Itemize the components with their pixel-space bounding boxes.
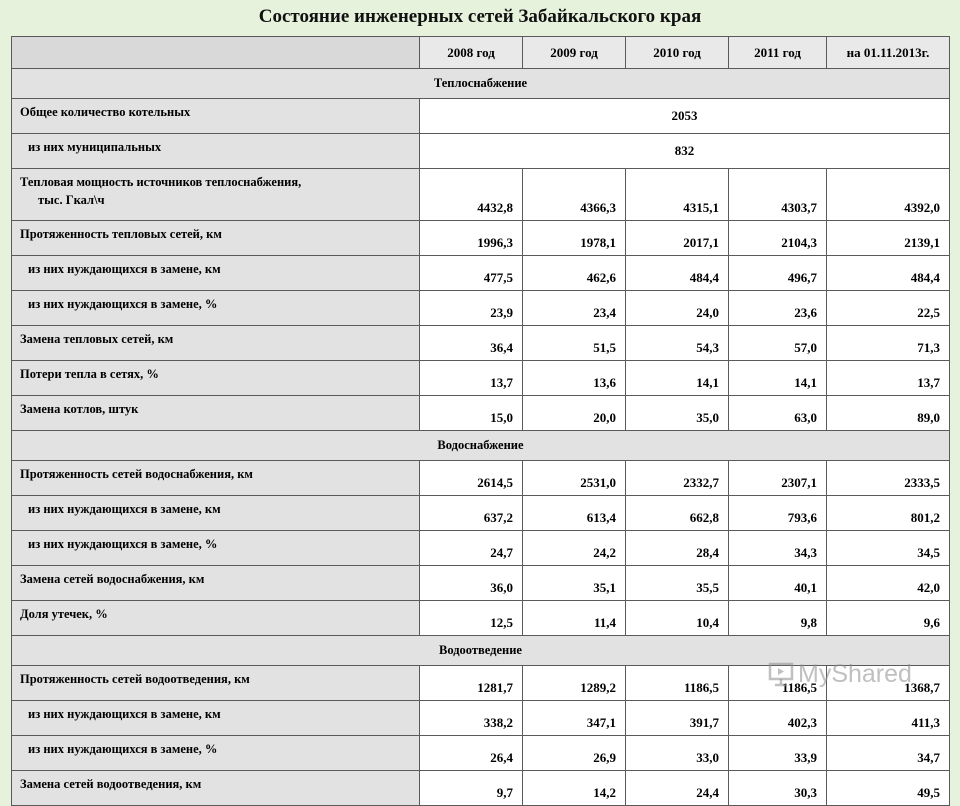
table-row <box>12 326 950 361</box>
value-cell: 2104,3 <box>729 221 827 256</box>
section-row <box>12 431 950 461</box>
value-cell: 2017,1 <box>626 221 729 256</box>
value-cell: 14,1 <box>729 361 827 396</box>
merged-value-cell: 2053 <box>420 99 950 134</box>
watermark-text: MyShared <box>798 659 912 688</box>
value-cell: 71,3 <box>827 326 950 361</box>
row-label: Замена сетей водоотведения, км <box>20 777 202 791</box>
row-label-cell <box>12 666 420 701</box>
table-row <box>12 221 950 256</box>
row-label-cell <box>12 291 420 326</box>
value-cell: 24,2 <box>523 531 626 566</box>
column-header-2009: 2009 год <box>523 37 626 69</box>
table-row <box>12 496 950 531</box>
value-cell: 34,5 <box>827 531 950 566</box>
value-cell: 36,4 <box>420 326 523 361</box>
table-row <box>12 99 950 134</box>
value-cell: 411,3 <box>827 701 950 736</box>
row-label-cell <box>12 361 420 396</box>
row-label-cell <box>12 736 420 771</box>
table-row <box>12 666 950 701</box>
column-header-2010: 2010 год <box>626 37 729 69</box>
row-label-cell <box>12 326 420 361</box>
row-label: из них нуждающихся в замене, % <box>28 537 218 551</box>
row-label: из них нуждающихся в замене, км <box>28 707 221 721</box>
table-row <box>12 361 950 396</box>
value-cell: 1996,3 <box>420 221 523 256</box>
value-cell: 2139,1 <box>827 221 950 256</box>
row-label: из них нуждающихся в замене, % <box>28 297 218 311</box>
column-header-2011: 2011 год <box>729 37 827 69</box>
row-label: Доля утечек, % <box>20 607 108 621</box>
value-cell: 63,0 <box>729 396 827 431</box>
value-cell: 484,4 <box>626 256 729 291</box>
value-cell: 23,6 <box>729 291 827 326</box>
value-cell: 2333,5 <box>827 461 950 496</box>
merged-value-cell: 832 <box>420 134 950 169</box>
value-cell: 793,6 <box>729 496 827 531</box>
value-cell: 9,7 <box>420 771 523 806</box>
row-label: из них муниципальных <box>28 140 162 154</box>
value-cell: 51,5 <box>523 326 626 361</box>
row-label-cell <box>12 169 420 221</box>
value-cell: 4315,1 <box>626 169 729 221</box>
table-row <box>12 291 950 326</box>
section-title: Водоотведение <box>12 636 950 666</box>
value-cell: 35,1 <box>523 566 626 601</box>
value-cell: 347,1 <box>523 701 626 736</box>
value-cell: 34,7 <box>827 736 950 771</box>
value-cell: 89,0 <box>827 396 950 431</box>
value-cell: 23,4 <box>523 291 626 326</box>
value-cell: 338,2 <box>420 701 523 736</box>
row-label: из них нуждающихся в замене, км <box>28 262 221 276</box>
row-label-cell <box>12 256 420 291</box>
value-cell: 1368,7 <box>827 666 950 701</box>
value-cell: 14,2 <box>523 771 626 806</box>
column-header-2013: на 01.11.2013г. <box>827 37 950 69</box>
page-title: Состояние инженерных сетей Забайкальского края <box>258 6 702 27</box>
value-cell: 2531,0 <box>523 461 626 496</box>
value-cell: 9,6 <box>827 601 950 636</box>
value-cell: 13,7 <box>420 361 523 396</box>
value-cell: 13,6 <box>523 361 626 396</box>
value-cell: 2332,7 <box>626 461 729 496</box>
row-label-cell <box>12 701 420 736</box>
row-label: из них нуждающихся в замене, км <box>28 502 221 516</box>
table-row <box>12 601 950 636</box>
table-row <box>12 256 950 291</box>
section-title: Теплоснабжение <box>12 69 950 99</box>
table-row <box>12 531 950 566</box>
value-cell: 4432,8 <box>420 169 523 221</box>
row-label: Замена сетей водоснабжения, км <box>20 572 205 586</box>
value-cell: 33,0 <box>626 736 729 771</box>
value-cell: 35,5 <box>626 566 729 601</box>
value-cell: 26,4 <box>420 736 523 771</box>
row-label-cell <box>12 134 420 169</box>
value-cell: 4303,7 <box>729 169 827 221</box>
value-cell: 391,7 <box>626 701 729 736</box>
table-row <box>12 169 950 221</box>
row-label: Тепловая мощность источников теплоснабжения, <box>20 175 302 189</box>
value-cell: 57,0 <box>729 326 827 361</box>
value-cell: 9,8 <box>729 601 827 636</box>
value-cell: 662,8 <box>626 496 729 531</box>
row-label: Потери тепла в сетях, % <box>20 367 159 381</box>
value-cell: 34,3 <box>729 531 827 566</box>
section-row <box>12 69 950 99</box>
value-cell: 35,0 <box>626 396 729 431</box>
value-cell: 12,5 <box>420 601 523 636</box>
row-label: из них нуждающихся в замене, % <box>28 742 218 756</box>
value-cell: 613,4 <box>523 496 626 531</box>
value-cell: 4366,3 <box>523 169 626 221</box>
row-label: Общее количество котельных <box>20 105 191 119</box>
value-cell: 33,9 <box>729 736 827 771</box>
table-row <box>12 134 950 169</box>
section-title: Водоснабжение <box>12 431 950 461</box>
value-cell: 24,7 <box>420 531 523 566</box>
value-cell: 402,3 <box>729 701 827 736</box>
value-cell: 28,4 <box>626 531 729 566</box>
value-cell: 30,3 <box>729 771 827 806</box>
row-label-cell <box>12 771 420 806</box>
value-cell: 42,0 <box>827 566 950 601</box>
value-cell: 23,9 <box>420 291 523 326</box>
value-cell: 11,4 <box>523 601 626 636</box>
value-cell: 49,5 <box>827 771 950 806</box>
value-cell: 2614,5 <box>420 461 523 496</box>
row-label-continuation: тыс. Гкал\ч <box>38 193 105 207</box>
row-label: Протяженность сетей водоотведения, км <box>20 672 250 686</box>
row-label: Протяженность сетей водоснабжения, км <box>20 467 253 481</box>
value-cell: 24,0 <box>626 291 729 326</box>
value-cell: 1186,5 <box>626 666 729 701</box>
section-row <box>12 636 950 666</box>
value-cell: 54,3 <box>626 326 729 361</box>
row-label: Протяженность тепловых сетей, км <box>20 227 222 241</box>
table-row <box>12 461 950 496</box>
value-cell: 24,4 <box>626 771 729 806</box>
value-cell: 477,5 <box>420 256 523 291</box>
value-cell: 36,0 <box>420 566 523 601</box>
table-row <box>12 771 950 806</box>
row-label-cell <box>12 99 420 134</box>
table-row <box>12 736 950 771</box>
value-cell: 462,6 <box>523 256 626 291</box>
value-cell: 1281,7 <box>420 666 523 701</box>
row-label: Замена котлов, штук <box>20 402 139 416</box>
value-cell: 1289,2 <box>523 666 626 701</box>
value-cell: 14,1 <box>626 361 729 396</box>
row-label: Замена тепловых сетей, км <box>20 332 174 346</box>
value-cell: 1978,1 <box>523 221 626 256</box>
value-cell: 13,7 <box>827 361 950 396</box>
value-cell: 4392,0 <box>827 169 950 221</box>
row-label-cell <box>12 531 420 566</box>
row-label-cell <box>12 496 420 531</box>
row-label-cell <box>12 461 420 496</box>
value-cell: 26,9 <box>523 736 626 771</box>
value-cell: 2307,1 <box>729 461 827 496</box>
value-cell: 15,0 <box>420 396 523 431</box>
header-row <box>12 37 950 69</box>
value-cell: 637,2 <box>420 496 523 531</box>
column-header-2008: 2008 год <box>420 37 523 69</box>
header-corner-cell <box>12 37 420 69</box>
value-cell: 22,5 <box>827 291 950 326</box>
row-label-cell <box>12 566 420 601</box>
value-cell: 1186,5 <box>729 666 827 701</box>
row-label-cell <box>12 601 420 636</box>
engineering-networks-table <box>11 36 950 806</box>
value-cell: 40,1 <box>729 566 827 601</box>
table-body <box>12 37 950 806</box>
value-cell: 484,4 <box>827 256 950 291</box>
value-cell: 801,2 <box>827 496 950 531</box>
value-cell: 496,7 <box>729 256 827 291</box>
table-row <box>12 566 950 601</box>
table-row <box>12 396 950 431</box>
row-label-cell <box>12 221 420 256</box>
row-label-cell <box>12 396 420 431</box>
table-row <box>12 701 950 736</box>
value-cell: 20,0 <box>523 396 626 431</box>
value-cell: 10,4 <box>626 601 729 636</box>
